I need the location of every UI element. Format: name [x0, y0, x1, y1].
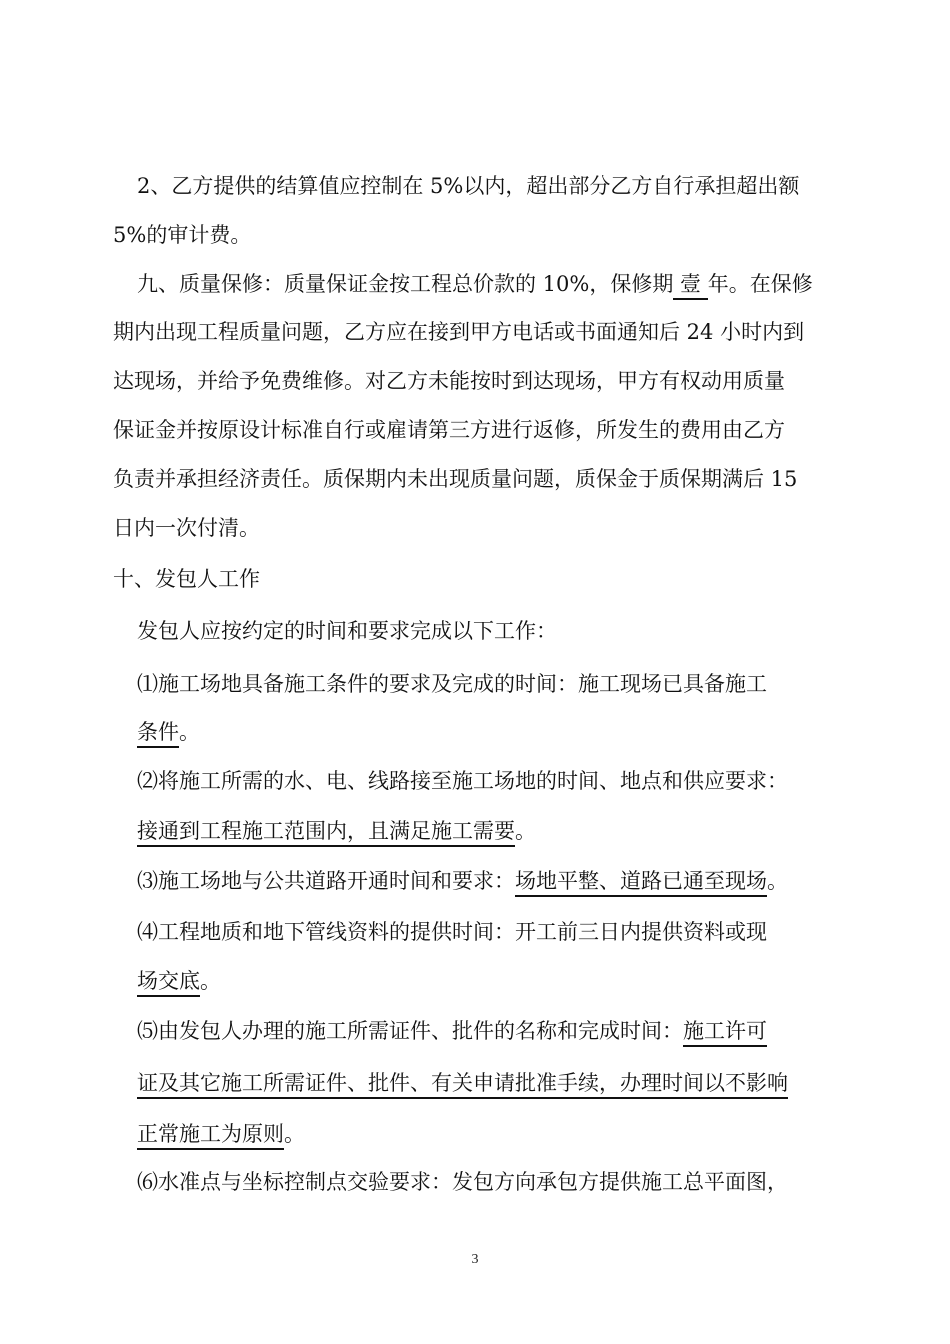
item-5-answer-middle: 证及其它施工所需证件、批件、有关申请批准手续，办理时间以不影响 [137, 1071, 788, 1099]
section-10-heading: 十、发包人工作 [113, 567, 260, 591]
section-9-line-5: 负责并承担经济责任。质保期内未出现质量问题，质保金于质保期满后 15 [113, 467, 798, 491]
item-2-line-2 [137, 817, 536, 845]
item-5-line-1 [137, 1017, 767, 1045]
section-9-line-1 [137, 270, 813, 298]
section-9-text: 九、质量保修：质量保证金按工程总价款的 10%，保修期 [137, 272, 674, 296]
item-5-line-3 [137, 1120, 305, 1148]
item-3-text: ⑶施工场地与公共道路开通时间和要求： [137, 869, 515, 893]
item-3-answer: 场地平整、道路已通至现场 [515, 869, 767, 897]
item-1-line-2 [137, 718, 200, 746]
item-2-end: 。 [515, 819, 536, 843]
item-5-answer-start: 施工许可 [683, 1019, 767, 1047]
item-3-end: 。 [767, 869, 788, 893]
item-2-answer: 接通到工程施工范围内，且满足施工需要 [137, 819, 515, 847]
section-9-line-2: 期内出现工程质量问题，乙方应在接到甲方电话或书面通知后 24 小时内到 [113, 320, 805, 344]
section-9-line-3: 达现场，并给予免费维修。对乙方未能按时到达现场，甲方有权动用质量 [113, 369, 785, 393]
item-1-end: 。 [179, 720, 200, 744]
item-5-answer-end: 正常施工为原则 [137, 1122, 284, 1150]
section-9-line-6: 日内一次付清。 [113, 516, 260, 540]
warranty-period-value: 壹 [673, 272, 707, 300]
item-4-line-2 [137, 967, 221, 995]
paragraph-2-line-2: 5%的审计费。 [113, 223, 252, 247]
item-3-line-1 [137, 867, 788, 895]
item-5-end: 。 [284, 1122, 305, 1146]
section-9-line-4: 保证金并按原设计标准自行或雇请第三方进行返修，所发生的费用由乙方 [113, 418, 785, 442]
item-1-line-1: ⑴施工场地具备施工条件的要求及完成的时间：施工现场已具备施工 [137, 672, 767, 696]
item-5-text: ⑸由发包人办理的施工所需证件、批件的名称和完成时间： [137, 1019, 683, 1043]
item-4-answer: 场交底 [137, 969, 200, 997]
item-1-answer: 条件 [137, 720, 179, 748]
paragraph-2-line-1: 2、乙方提供的结算值应控制在 5%以内，超出部分乙方自行承担超出额 [137, 174, 800, 198]
page-number: 3 [471, 1252, 479, 1267]
item-5-line-2 [137, 1069, 788, 1097]
section-10-intro: 发包人应按约定的时间和要求完成以下工作： [137, 619, 557, 643]
item-2-line-1: ⑵将施工所需的水、电、线路接至施工场地的时间、地点和供应要求： [137, 769, 788, 793]
section-9-text-end: 年。在保修 [707, 272, 813, 296]
item-4-line-1: ⑷工程地质和地下管线资料的提供时间：开工前三日内提供资料或现 [137, 920, 767, 944]
item-6-line-1: ⑹水准点与坐标控制点交验要求：发包方向承包方提供施工总平面图， [137, 1170, 788, 1194]
item-4-end: 。 [200, 969, 221, 993]
